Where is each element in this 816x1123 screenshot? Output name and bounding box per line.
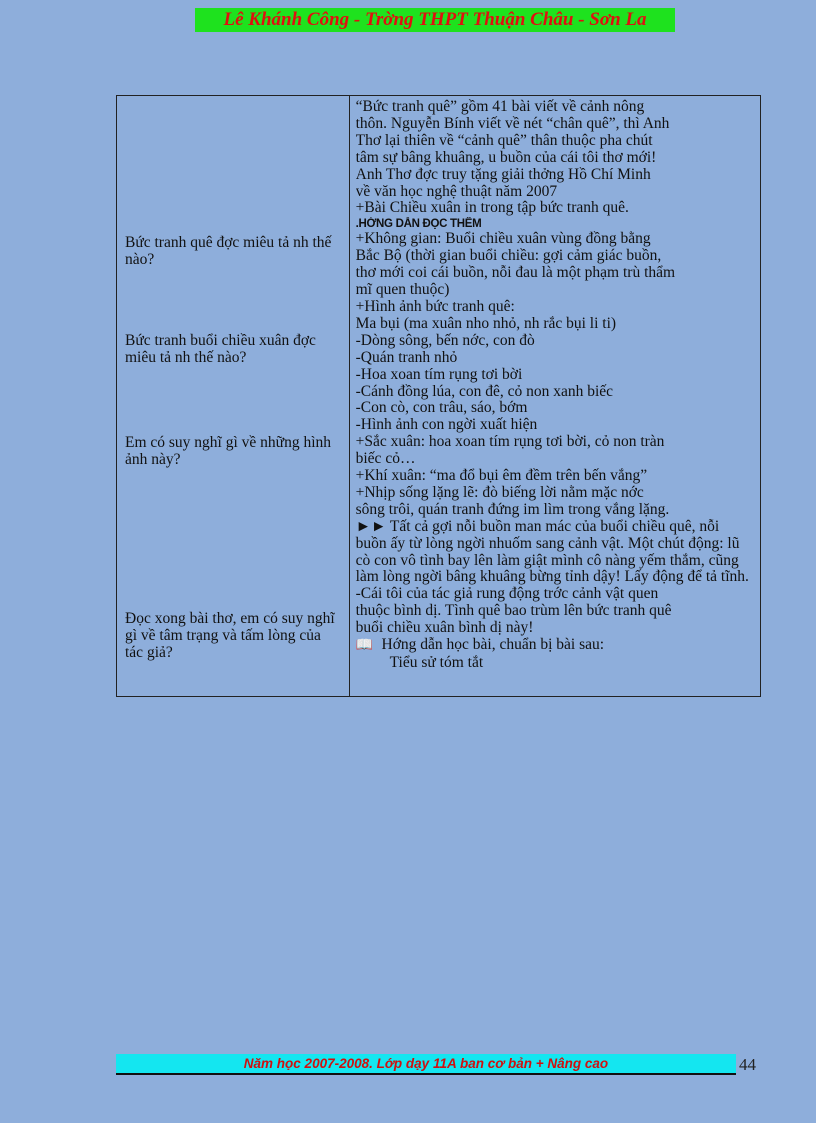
question-1: Bức tranh quê đợc miêu tả nh thế nào?	[125, 234, 332, 268]
answer-line: Thơ lại thiên về “cảnh quê” thân thuộc pha chút	[355, 132, 653, 149]
answer-line: -Dòng sông, bến nớc, con đò	[355, 332, 535, 349]
answer-line: +Sắc xuân: hoa xoan tím rụng tơi bời, cỏ non tràn	[355, 434, 665, 451]
answer-line: thuộc bình dị. Tình quê bao trùm lên bức tranh quê	[355, 603, 672, 620]
open-book-icon: 📖	[355, 638, 374, 654]
answer-line: Bắc Bộ (thời gian buổi chiều: gợi cảm giác buồn,	[355, 248, 662, 265]
question-3: Em có suy nghĩ gì về những hình ảnh này?	[125, 434, 332, 468]
answer-text	[356, 99, 754, 672]
answers-column	[349, 96, 760, 697]
answer-line: -Con cò, con trâu, sáo, bớm	[355, 400, 528, 417]
question-2: Bức tranh buổi chiều xuân đợc miêu tả nh thế nào?	[125, 332, 316, 366]
answer-line: buổi chiều xuân bình dị này!	[355, 620, 534, 637]
answer-line: sông trôi, quán tranh đứng im lìm trong vắng lặng.	[355, 501, 670, 518]
question-4: Đọc xong bài thơ, em có suy nghĩ gì về tâm trạng và tấm lòng của tác giả?	[125, 610, 335, 661]
answer-line: +Nhịp sống lặng lẽ: đò biếng lời nằm mặc nớc	[355, 484, 644, 501]
section-heading: .HỚNG DẪN ĐỌC THÊM	[355, 218, 482, 231]
double-right-arrow-icon: ►►	[355, 517, 387, 535]
summary-text: Tất cả gợi nỗi buồn man mác của buổi chiều quê, nỗi buồn ấy từ lòng ngời nhuốm sang cảnh vật. Một chút động: lũ cò con vô tình bay lên làm giật mình cô nàng yếm thắm, cũng làm lòng ngời bâng khuâng bừng tỉnh dậy! Lấy động để tả tĩnh.	[355, 517, 749, 586]
page-header: Lê Khánh Công - Trờng THPT Thuận Châu - Sơn La	[195, 8, 675, 32]
answer-line: +Khí xuân: “ma đổ bụi êm đềm trên bến vắng”	[355, 468, 648, 485]
guide-label: Hớng dẫn học bài, chuẩn bị bài sau:	[381, 636, 605, 654]
answer-line: +Không gian: Buổi chiều xuân vùng đồng bằng	[355, 231, 651, 248]
page-number: 44	[739, 1055, 756, 1074]
answer-line: -Hoa xoan tím rụng tơi bời	[355, 366, 523, 383]
summary-paragraph	[356, 519, 754, 587]
answer-line: -Cái tôi của tác giả rung động trớc cảnh vật quen	[355, 586, 659, 603]
table-row	[117, 96, 761, 697]
answer-line: Anh Thơ đợc truy tặng giải thởng Hồ Chí Minh	[355, 166, 651, 183]
answer-line: biếc cỏ…	[355, 451, 416, 468]
questions-column	[117, 96, 350, 697]
answer-line: về văn học nghệ thuật năm 2007	[355, 183, 558, 200]
lesson-table	[116, 95, 761, 697]
answer-line: -Cánh đồng lúa, con đê, cỏ non xanh biếc	[355, 383, 614, 400]
answer-line: -Hình ảnh con ngời xuất hiện	[355, 417, 538, 434]
answer-line: +Hình ảnh bức tranh quê:	[355, 298, 515, 315]
page-footer: Năm học 2007-2008. Lớp dạy 11A ban cơ bản + Nâng cao	[116, 1054, 736, 1075]
guide-line	[356, 637, 754, 655]
answer-line: Ma bụi (ma xuân nho nhỏ, nh rắc bụi li ti)	[355, 315, 617, 332]
answer-line: mĩ quen thuộc)	[355, 282, 450, 299]
guide-item: Tiểu sử tóm tắt	[389, 655, 484, 671]
answer-line: tâm sự bâng khuâng, u buồn của cái tôi thơ mới!	[355, 149, 657, 166]
answer-line: “Bức tranh quê” gồm 41 bài viết về cảnh nông	[355, 99, 645, 115]
answer-line: +Bài Chiều xuân in trong tập bức tranh quê.	[355, 200, 629, 217]
answer-line: thơ mới coi cái buồn, nỗi đau là một phạm trù thẩm	[355, 265, 676, 282]
answer-line: thôn. Nguyễn Bính viết về nét “chân quê”, thì Anh	[355, 115, 670, 132]
answer-line: -Quán tranh nhỏ	[355, 349, 458, 366]
